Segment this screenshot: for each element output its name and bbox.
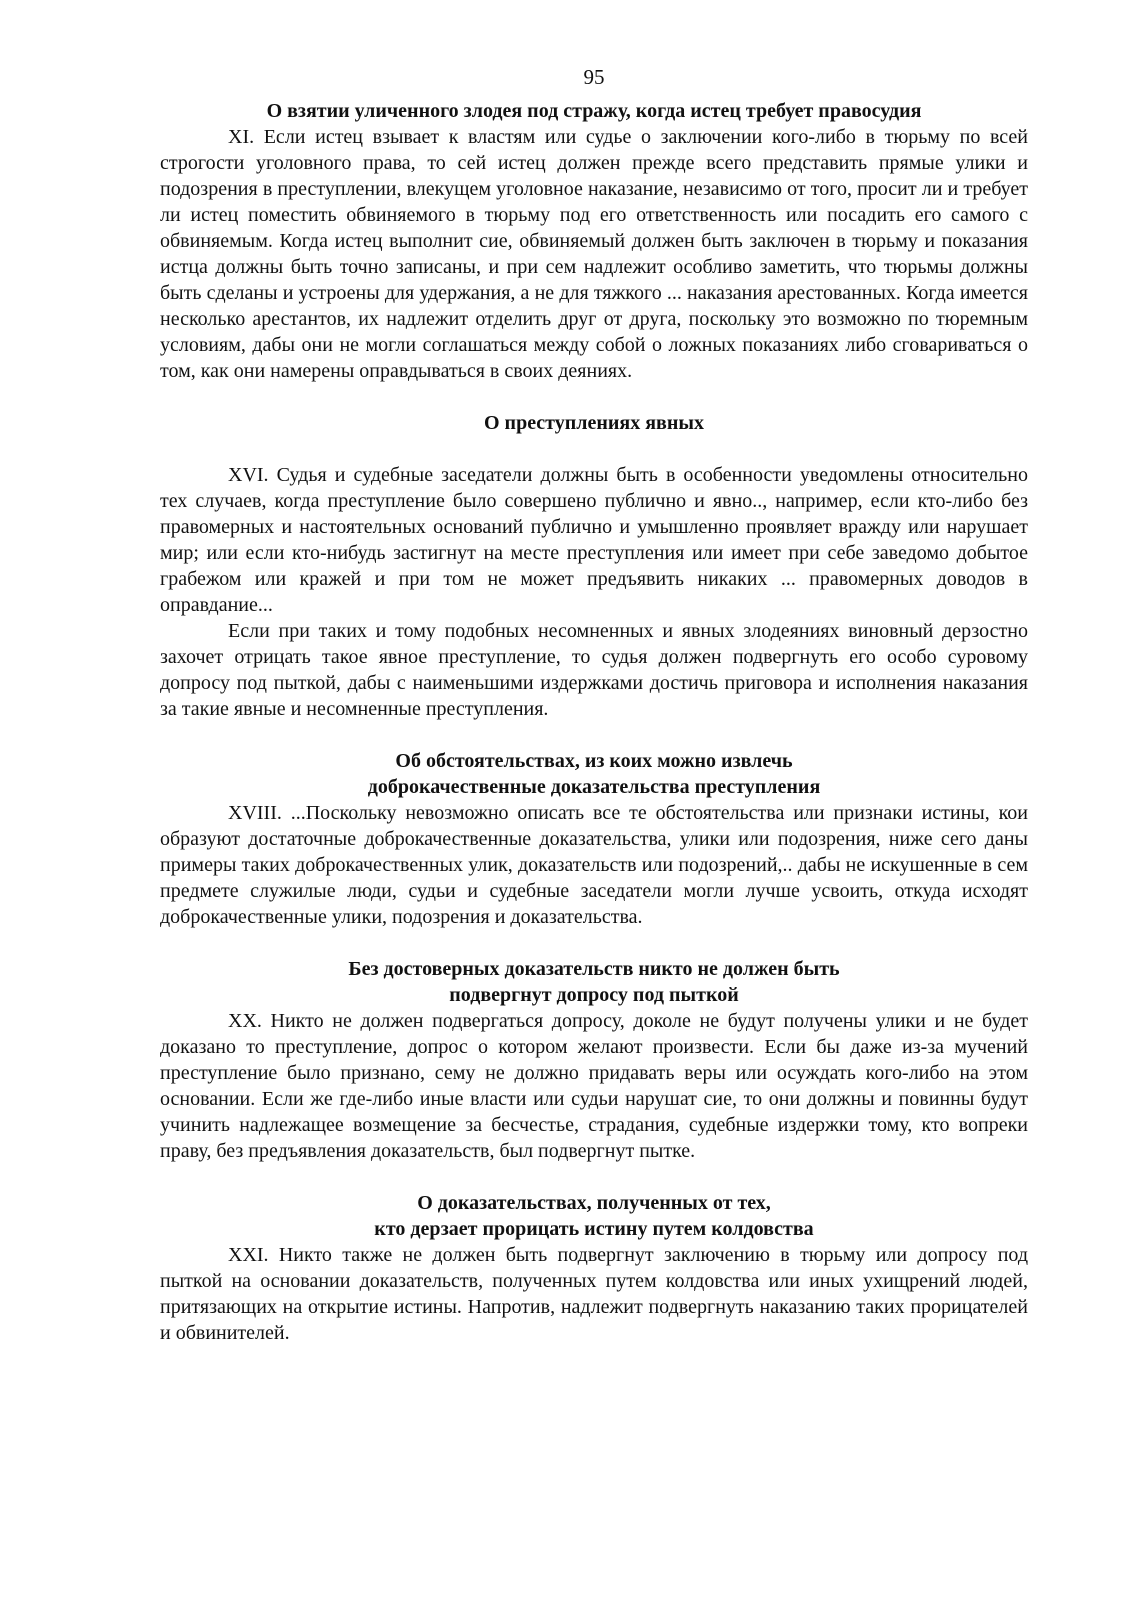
paragraph: XXI. Никто также не должен быть подвергнут заключению в тюрьму или допросу под пыткой на основании доказательств, полученных путем колдовства или иных ухищрений людей, притязающих на открытие истины. Напротив, надлежит подвергнуть наказанию таких прорицателей и обвинителей.: [160, 1244, 1028, 1344]
paragraph: XI. Если истец взывает к властям или судье о заключении кого-либо в тюрьму по всей строгости уголовного права, то сей истец должен прежде всего представить прямые улики и подозрения в преступлении, влекущем уголовное наказание, независимо от того, просит ли и требует ли истец поместить обвиняемого в тюрьму под его ответственность или посадить его самого с обвиняемым. Когда истец выполнит сие, обвиняемый должен быть заключен в тюрьму и показания истца должны быть точно записаны, и при сем надлежит особливо заметить, что тюрьмы должны быть сделаны и устроены для удержания, а не для тяжкого ... наказания арестованных. Когда имеется несколько арестантов, их надлежит отделить друг от друга, поскольку это возможно по тюремным условиям, дабы они не могли соглашаться между собой о ложных показаниях либо сговариваться о том, как они намерены оправдываться в своих деяниях.: [160, 126, 1028, 382]
paragraph: Если при таких и тому подобных несомненных и явных злодеяниях виновный дерзостно захочет отрицать такое явное преступление, то судья должен подвергнуть его особо суровому допросу под пыткой, дабы с наименьшими издержками достичь приговора и исполнения наказания за такие явные и несомненные преступления.: [160, 620, 1028, 720]
paragraph: XX. Никто не должен подвергаться допросу, доколе не будут получены улики и не будет доказано то преступление, допрос о котором желают произвести. Если бы даже из-за мучений преступление было признано, сему не должно придавать веры или осуждать кого-либо на этом основании. Если же где-либо иные власти или судьи нарушат сие, то они должны и повинны будут учинить надлежащее возмещение за бесчестье, страдания, судебные издержки тому, кто вопреки праву, без предъявления доказательств, был подвергнут пытке.: [160, 1010, 1028, 1162]
section-heading-line-2: подвергнут допросу под пыткой: [449, 984, 739, 1006]
section-heading-line-2: доброкачественные доказательства преступления: [367, 776, 821, 798]
section-xi: [160, 98, 1028, 384]
paragraph: XVI. Судья и судебные заседатели должны быть в особенности уведомлены относительно тех случаев, когда преступление было совершено публично и явно.., например, если кто-либо без правомерных и настоятельных оснований публично и умышленно проявляет вражду или нарушает мир; или если кто-нибудь застигнут на месте преступления или имеет при себе заведомо добытое грабежом или кражей и при том не может предъявить никаких ... правомерных доводов в оправдание...: [160, 464, 1028, 616]
section-heading: О преступлениях явных: [483, 412, 704, 434]
section-heading: О взятии уличенного злодея под стражу, когда истец требует правосудия: [266, 100, 922, 122]
section-xviii: [160, 748, 1028, 930]
section-heading: Без достоверных доказательств никто не должен быть: [348, 958, 840, 980]
section-xxi: [160, 1190, 1028, 1346]
paragraph: XVIII. ...Поскольку невозможно описать все те обстоятельства или признаки истины, кои образуют достаточные доброкачественные доказательства, улики или подозрения, ниже сего даны примеры таких доброкачественных улик, доказательств или подозрений,.. дабы не искушенные в сем предмете служилые люди, судьи и судебные заседатели могли лучше усвоить, откуда исходят доброкачественные улики, подозрения и доказательства.: [160, 802, 1028, 928]
section-xx: [160, 956, 1028, 1164]
page-number: 95: [583, 65, 605, 89]
section-heading: Об обстоятельствах, из коих можно извлечь: [395, 750, 793, 772]
section-xvi: [160, 410, 1028, 722]
document-page: [160, 62, 1028, 1346]
section-heading-line-2: кто дерзает прорицать истину путем колдовства: [374, 1218, 814, 1240]
section-heading: О доказательствах, полученных от тех,: [417, 1192, 771, 1214]
